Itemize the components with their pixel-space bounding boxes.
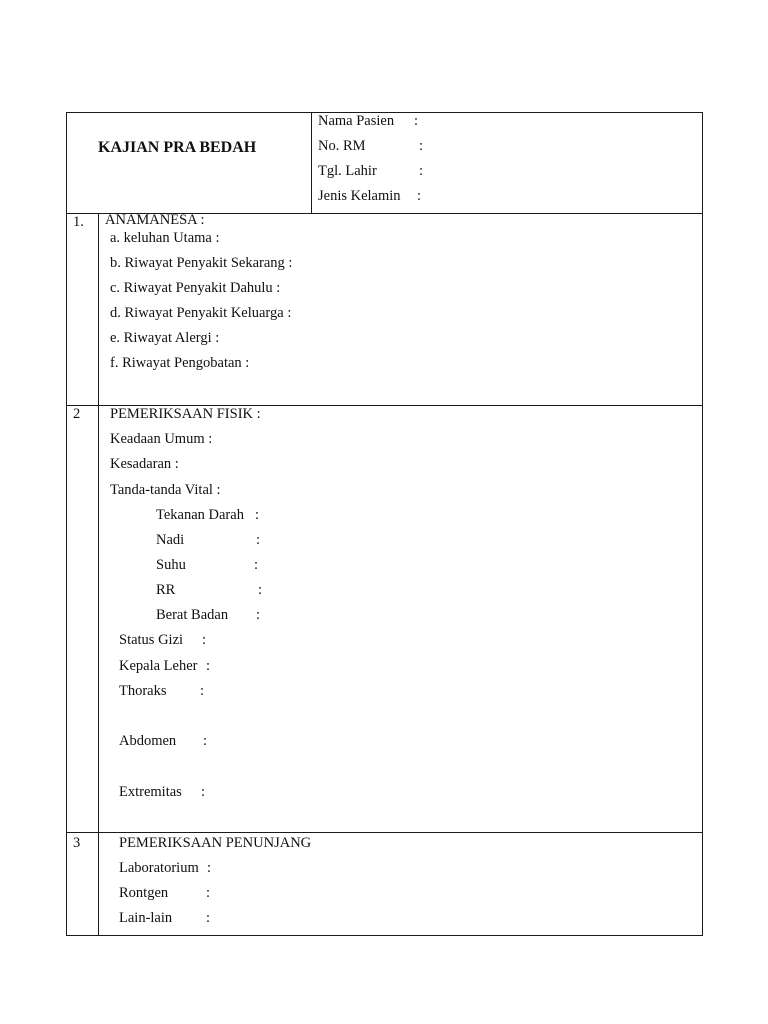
exam-label: Thoraks	[119, 683, 167, 699]
anamnesis-item: f. Riwayat Pengobatan :	[110, 355, 250, 371]
section-number: 1.	[73, 214, 84, 230]
vital-label: Suhu	[156, 557, 186, 573]
table-border-bottom	[66, 935, 703, 936]
vital-colon: :	[256, 607, 261, 623]
support-exam-label: Laboratorium	[119, 860, 199, 876]
field-label-jenis-kelamin: Jenis Kelamin	[318, 188, 401, 204]
exam-colon: :	[203, 733, 208, 749]
exam-colon: :	[206, 658, 211, 674]
exam-general-item: Kesadaran :	[110, 456, 179, 472]
field-colon-no-rm: :	[419, 138, 424, 154]
field-label-tgl-lahir: Tgl. Lahir	[318, 163, 377, 179]
field-label-no-rm: No. RM	[318, 138, 366, 154]
support-exam-label: Lain-lain	[119, 910, 173, 926]
row-divider-3	[66, 832, 703, 833]
number-column-divider	[98, 213, 99, 936]
exam-colon: :	[202, 632, 207, 648]
vital-colon: :	[258, 582, 263, 598]
exam-colon: :	[201, 784, 206, 800]
exam-colon: :	[200, 683, 205, 699]
section-title-anamanesa: ANAMANESA :	[105, 212, 205, 228]
section-number: 2	[73, 406, 81, 422]
vital-colon: :	[255, 507, 260, 523]
section-title-pemeriksaan-fisik: PEMERIKSAAN FISIK :	[110, 406, 261, 422]
exam-label: Extremitas	[119, 784, 182, 800]
anamnesis-item: a. keluhan Utama :	[110, 230, 220, 246]
table-border-left	[66, 112, 67, 936]
field-label-nama-pasien: Nama Pasien	[318, 113, 395, 129]
exam-label: Abdomen	[119, 733, 177, 749]
vital-colon: :	[256, 532, 261, 548]
section-number: 3	[73, 835, 81, 851]
field-colon-jenis-kelamin: :	[417, 188, 422, 204]
section-title-pemeriksaan-penunjang: PEMERIKSAAN PENUNJANG	[119, 835, 312, 851]
anamnesis-item: d. Riwayat Penyakit Keluarga :	[110, 305, 292, 321]
exam-label: Status Gizi	[119, 632, 184, 648]
vital-label: RR	[156, 582, 176, 598]
field-colon-tgl-lahir: :	[419, 163, 424, 179]
anamnesis-item: e. Riwayat Alergi :	[110, 330, 220, 346]
exam-general-item: Tanda-tanda Vital :	[110, 482, 221, 498]
support-exam-colon: :	[207, 860, 212, 876]
support-exam-colon: :	[206, 885, 211, 901]
support-exam-label: Rontgen	[119, 885, 169, 901]
anamnesis-item: b. Riwayat Penyakit Sekarang :	[110, 255, 293, 271]
anamnesis-item: c. Riwayat Penyakit Dahulu :	[110, 280, 281, 296]
field-colon-nama-pasien: :	[414, 113, 419, 129]
vital-label: Nadi	[156, 532, 185, 548]
vital-colon: :	[254, 557, 259, 573]
form-title: KAJIAN PRA BEDAH	[98, 139, 257, 156]
vital-label: Berat Badan	[156, 607, 229, 623]
header-divider	[311, 112, 312, 213]
table-border-right	[702, 112, 703, 936]
exam-general-item: Keadaan Umum :	[110, 431, 213, 447]
support-exam-colon: :	[206, 910, 211, 926]
exam-label: Kepala Leher	[119, 658, 198, 674]
vital-label: Tekanan Darah	[156, 507, 244, 523]
